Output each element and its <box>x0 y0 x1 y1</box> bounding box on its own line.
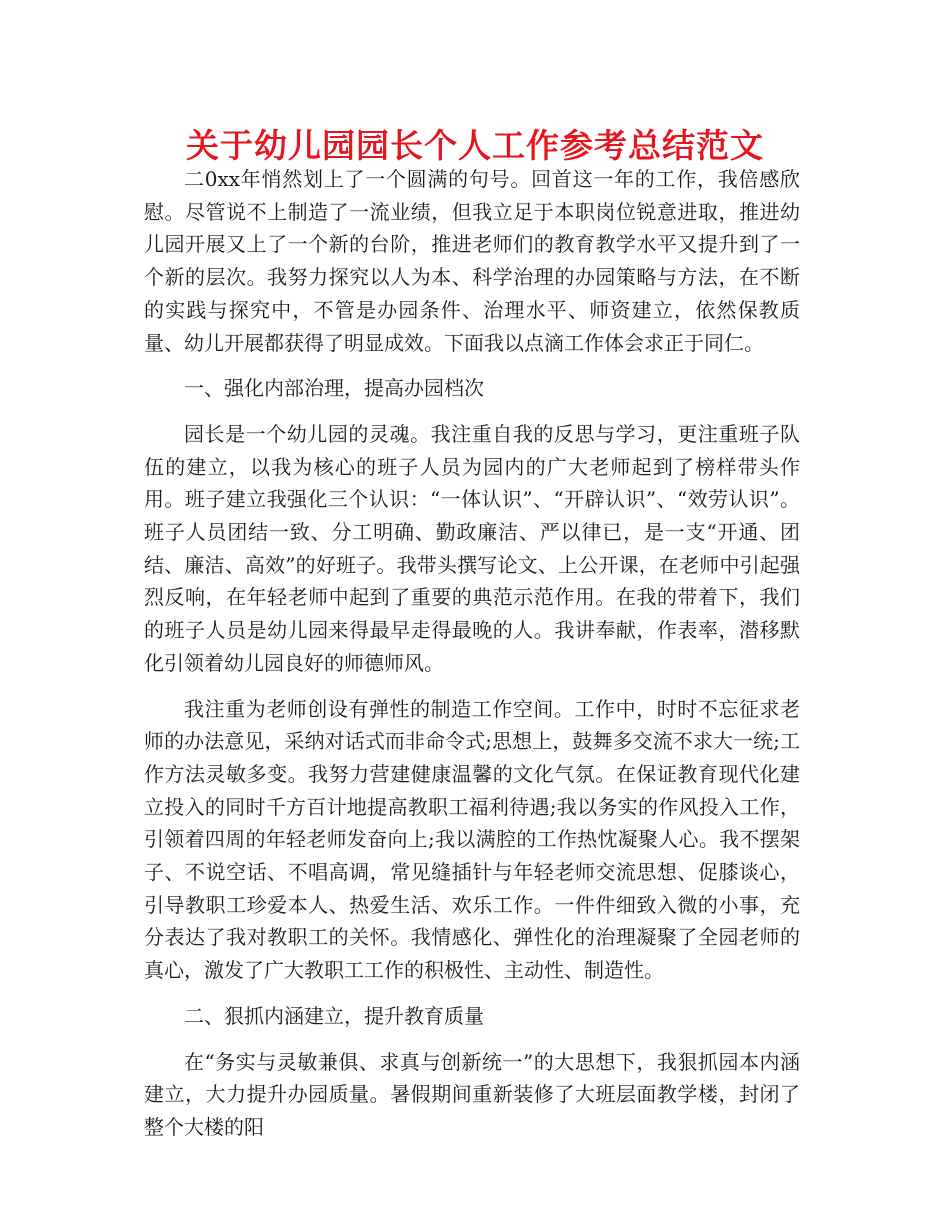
paragraph-quality: 在“务实与灵敏兼俱、求真与创新统一”的大思想下，我狠抓园本内涵建立，大力提升办园质量。暑假期间重新装修了大班层面教学楼，封闭了整个大楼的阳 <box>144 1049 800 1139</box>
section-heading-1: 一、强化内部治理，提高办园档次 <box>184 376 484 401</box>
paragraph-leadership: 园长是一个幼儿园的灵魂。我注重自我的反思与学习，更注重班子队伍的建立，以我为核心的班子人员为园内的广大老师起到了榜样带头作用。班子建立我强化三个认识：“一体认识”、“开辟认识”、“效劳认识”。班子人员团结一致、分工明确、勤政廉洁、严以律已，是一支“开通、团结、廉洁、高效”的好班子。我带头撰写论文、上公开课，在老师中引起强烈反响，在年轻老师中起到了重要的典范示范作用。在我的带着下，我们的班子人员是幼儿园来得最早走得最晚的人。我讲奉献，作表率，潜移默化引领着幼儿园良好的师德师风。 <box>144 421 800 675</box>
section-heading-2: 二、狠抓内涵建立，提升教育质量 <box>184 1003 484 1028</box>
document-title: 关于幼儿园园长个人工作参考总结范文 <box>186 126 764 165</box>
paragraph-intro: 二0xx年悄然划上了一个圆满的句号。回首这一年的工作，我倍感欣慰。尽管说不上制造了一流业绩，但我立足于本职岗位锐意进取，推进幼儿园开展又上了一个新的台阶，推进老师们的教育教学水平又提升到了一个新的层次。我努力探究以人为本、科学治理的办园策略与方法，在不断的实践与探究中，不管是办园条件、治理水平、师资建立，依然保教质量、幼儿开展都获得了明显成效。下面我以点滴工作体会求正于同仁。 <box>144 167 800 355</box>
document-body <box>144 163 800 1144</box>
paragraph-workspace: 我注重为老师创设有弹性的制造工作空间。工作中，时时不忘征求老师的办法意见，采纳对话式而非命令式;思想上，鼓舞多交流不求大一统;工作方法灵敏多变。我努力营建健康温馨的文化气氛。在保证教育现代化建立投入的同时千方百计地提高教职工福利待遇;我以务实的作风投入工作，引领着四周的年轻老师发奋向上;我以满腔的工作热忱凝聚人心。我不摆架子、不说空话、不唱高调，常见缝插针与年轻老师交流思想、促膝谈心，引导教职工珍爱本人、热爱生活、欢乐工作。一件件细致入微的小事，充分表达了我对教职工的关怀。我情感化、弹性化的治理凝聚了全园老师的真心，激发了广大教职工工作的积极性、主动性、制造性。 <box>144 696 800 983</box>
